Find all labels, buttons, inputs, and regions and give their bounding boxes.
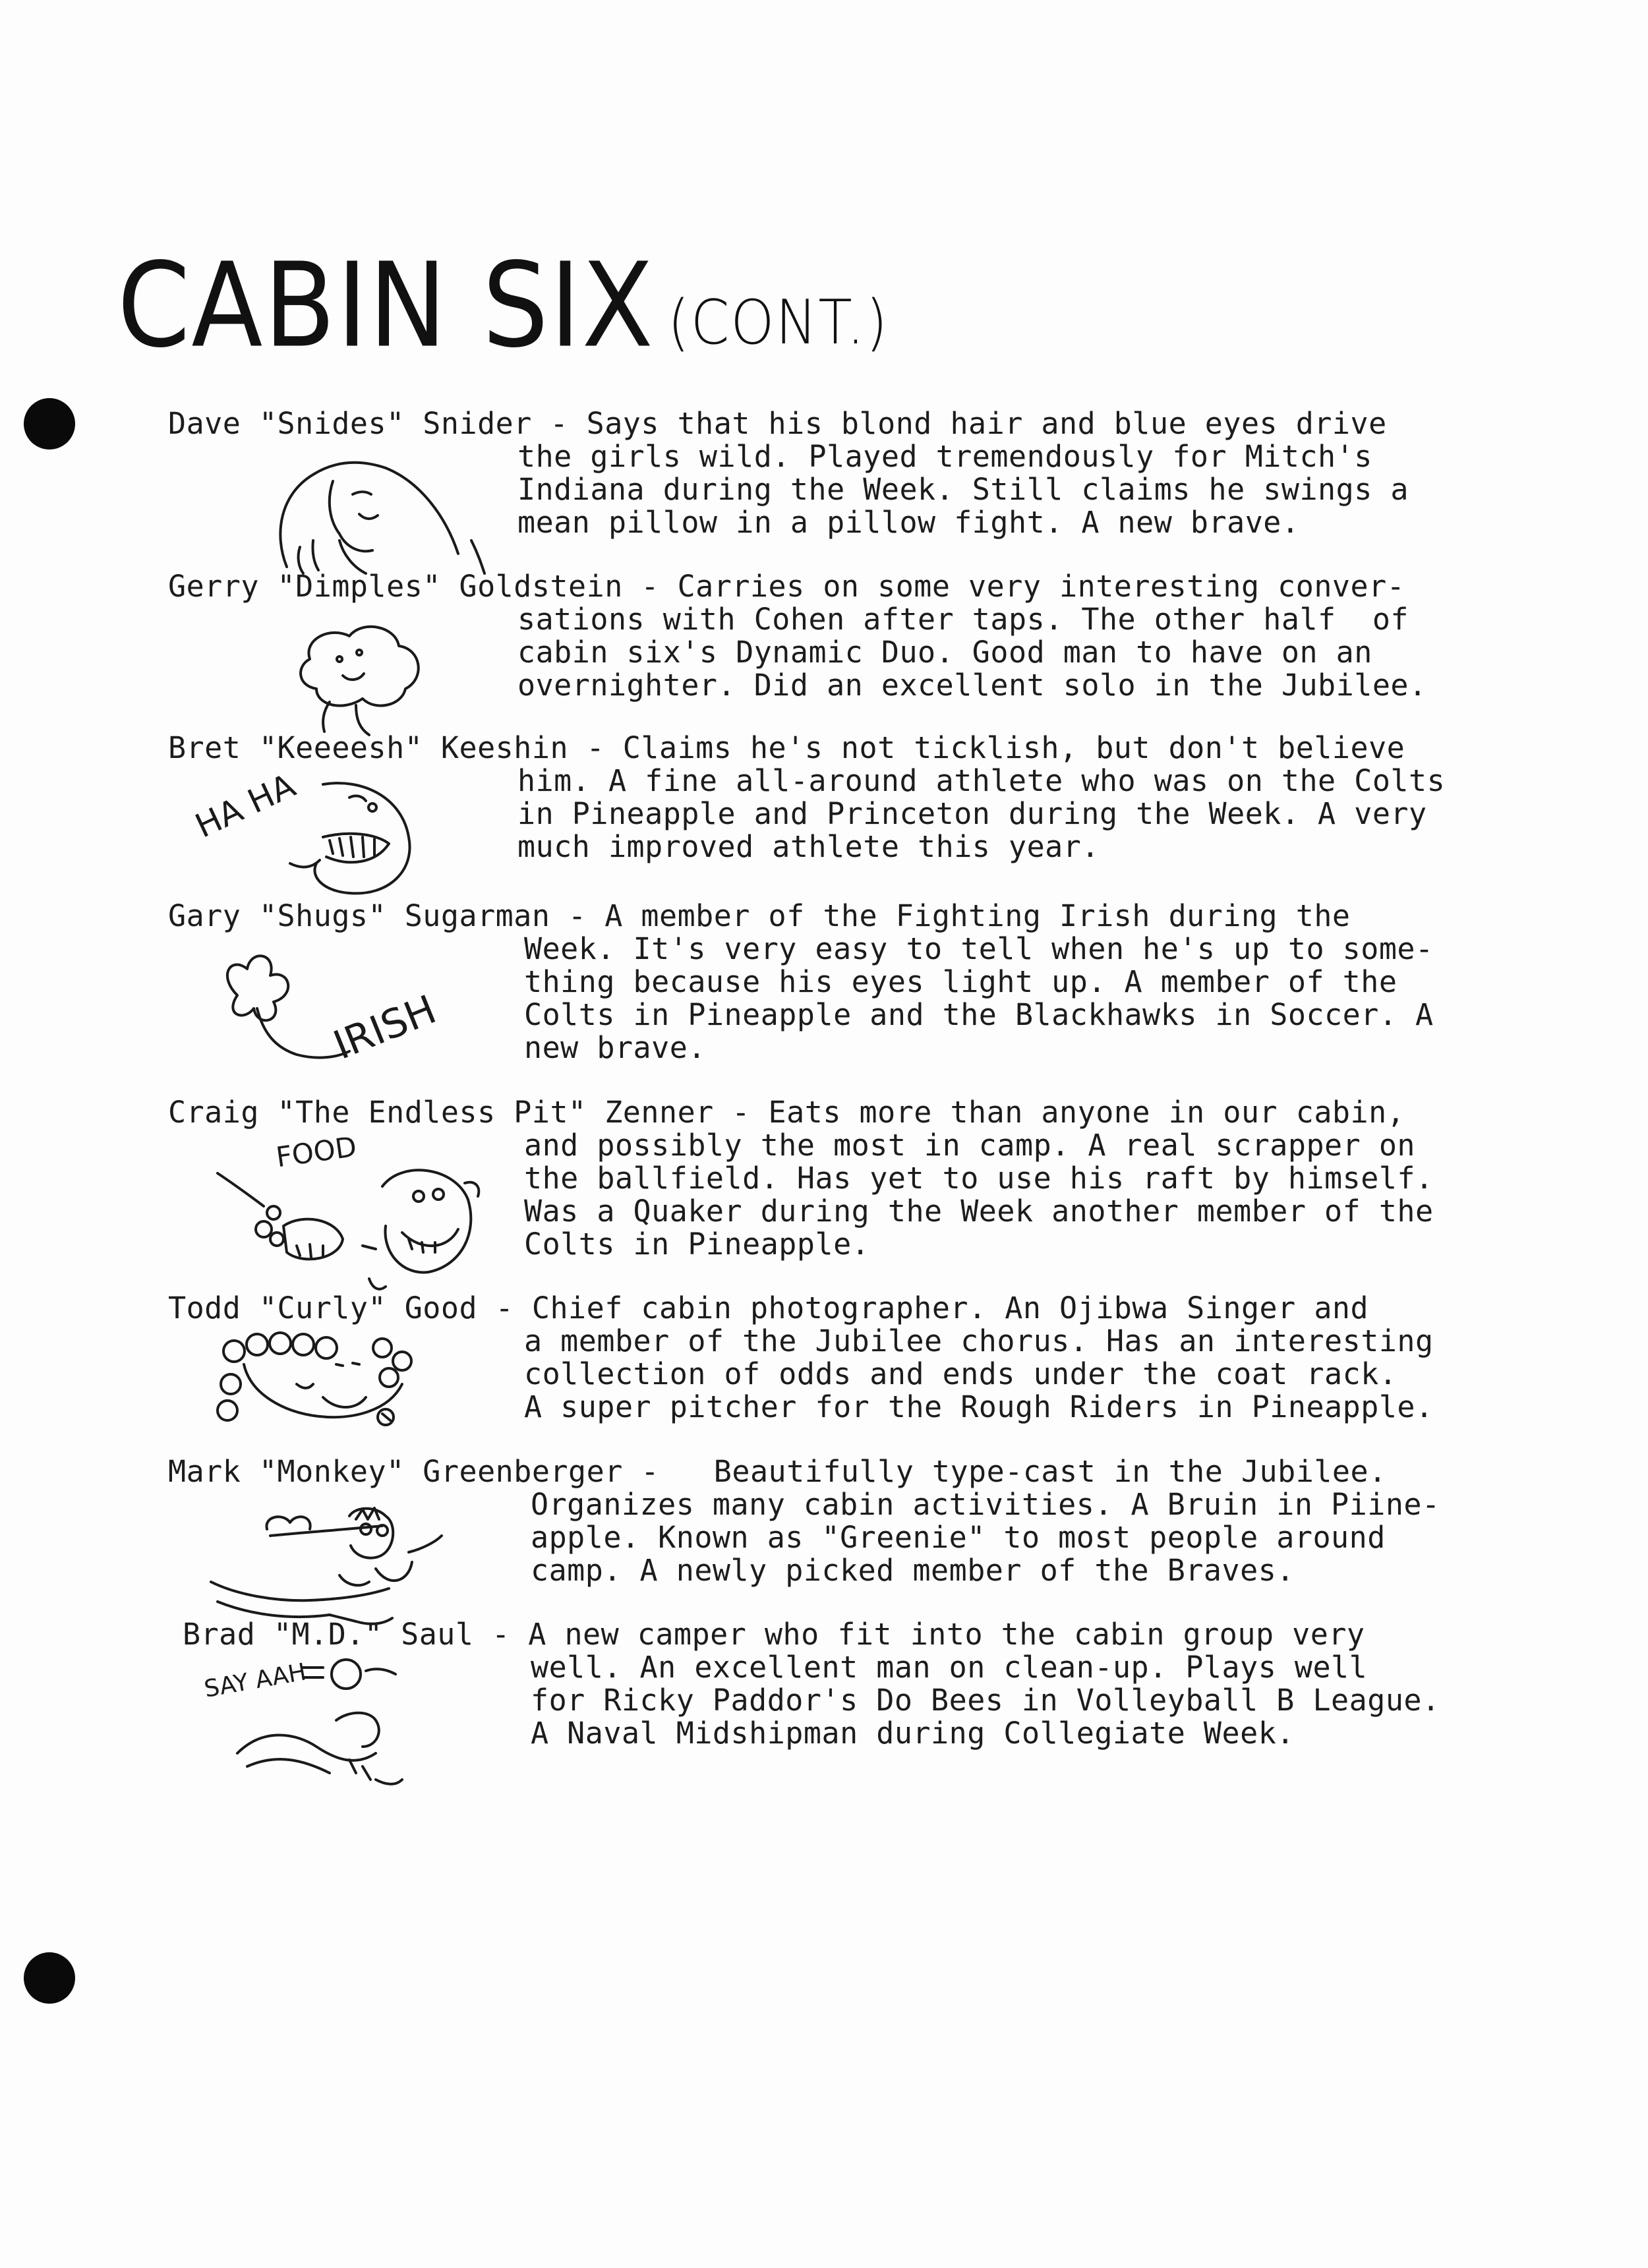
caricature-zenner-sketch: [211, 1130, 514, 1294]
sketch-label-food: FOOD: [274, 1130, 359, 1174]
caricature-saul-sketch: [198, 1654, 435, 1802]
entry-line: Week. It's very easy to tell when he's up to some-: [524, 931, 1434, 966]
entry-line: A Naval Midshipman during Collegiate Week.: [531, 1716, 1295, 1751]
entry-line: Colts in Pineapple.: [524, 1227, 870, 1262]
caricature-goldstein-sketch: [283, 613, 442, 741]
entry-first-line: Gerry "Dimples" Goldstein - Carries on some very interesting conver-: [168, 569, 1405, 604]
entry-first-line: Todd "Curly" Good - Chief cabin photographer. An Ojibwa Singer and: [168, 1291, 1369, 1325]
sketch-label-haha: HA HA: [189, 766, 301, 846]
entry-line: sations with Cohen after taps. The other half of: [517, 602, 1409, 637]
page-title-main: CABIN SIX: [117, 237, 655, 374]
entry-line: the ballfield. Has yet to use his raft by himself.: [524, 1161, 1434, 1196]
entry-first-line: Craig "The Endless Pit" Zenner - Eats more than anyone in our cabin,: [168, 1095, 1405, 1130]
entry-line: Indiana during the Week. Still claims he swings a: [517, 472, 1409, 507]
entry-line: and possibly the most in camp. A real scrapper on: [524, 1128, 1416, 1163]
punch-hole-top: [24, 398, 75, 450]
entry-line: overnighter. Did an excellent solo in the Jubilee.: [517, 668, 1427, 703]
entry-line: for Ricky Paddor's Do Bees in Volleyball B League.: [531, 1683, 1440, 1718]
page-title: [117, 237, 889, 374]
entry-line: well. An excellent man on clean-up. Plays well: [531, 1650, 1368, 1685]
caricature-greenberger-sketch: [198, 1490, 514, 1637]
entry-first-line: Mark "Monkey" Greenberger - Beautifully type-cast in the Jubilee.: [168, 1454, 1387, 1489]
entry-line: new brave.: [524, 1030, 706, 1065]
entry-line: mean pillow in a pillow fight. A new brave.: [517, 505, 1300, 540]
entry-line: a member of the Jubilee chorus. Has an interesting: [524, 1323, 1434, 1358]
caricature-keeshin-sketch: [189, 766, 455, 906]
entry-line: collection of odds and ends under the coat rack.: [524, 1356, 1398, 1391]
entry-first-line: Bret "Keeeesh" Keeshin - Claims he's not ticklish, but don't believe: [168, 730, 1405, 765]
sketch-label-say-aah: SAY AAH: [202, 1658, 309, 1703]
entry-line: apple. Known as "Greenie" to most people around: [531, 1520, 1386, 1555]
entry-line: much improved athlete this year.: [517, 829, 1100, 864]
entry-first-line: Gary "Shugs" Sugarman - A member of the Fighting Irish during the: [168, 898, 1351, 933]
entry-line: Was a Quaker during the Week another member of the: [524, 1194, 1434, 1229]
entry-line: him. A fine all-around athlete who was on the Colts: [517, 763, 1446, 798]
caricature-good-sketch: [204, 1325, 468, 1446]
page-title-cont: (CONT.): [667, 287, 889, 358]
entry-first-line: Dave "Snides" Snider - Says that his blond hair and blue eyes drive: [168, 406, 1387, 441]
caricature-snider-sketch: [260, 442, 498, 583]
entry-line: Organizes many cabin activities. A Bruin in Piine-: [531, 1487, 1440, 1522]
sketch-label-irish: IRISH: [327, 986, 443, 1069]
entry-line: A super pitcher for the Rough Riders in Pineapple.: [524, 1389, 1434, 1424]
entry-line: the girls wild. Played tremendously for Mitch's: [517, 439, 1372, 474]
entry-line: thing because his eyes light up. A member of the: [524, 964, 1398, 999]
entry-line: in Pineapple and Princeton during the Week. A very: [517, 796, 1427, 831]
entry-line: Colts in Pineapple and the Blackhawks in Soccer. A: [524, 997, 1434, 1032]
shamrock-irish-sketch: [198, 943, 501, 1077]
entry-first-line: Brad "M.D." Saul - A new camper who fit into the cabin group very: [183, 1617, 1365, 1652]
entry-line: cabin six's Dynamic Duo. Good man to have on an: [517, 635, 1372, 670]
entry-line: camp. A newly picked member of the Braves.: [531, 1553, 1295, 1588]
punch-hole-bottom: [24, 1952, 75, 2004]
